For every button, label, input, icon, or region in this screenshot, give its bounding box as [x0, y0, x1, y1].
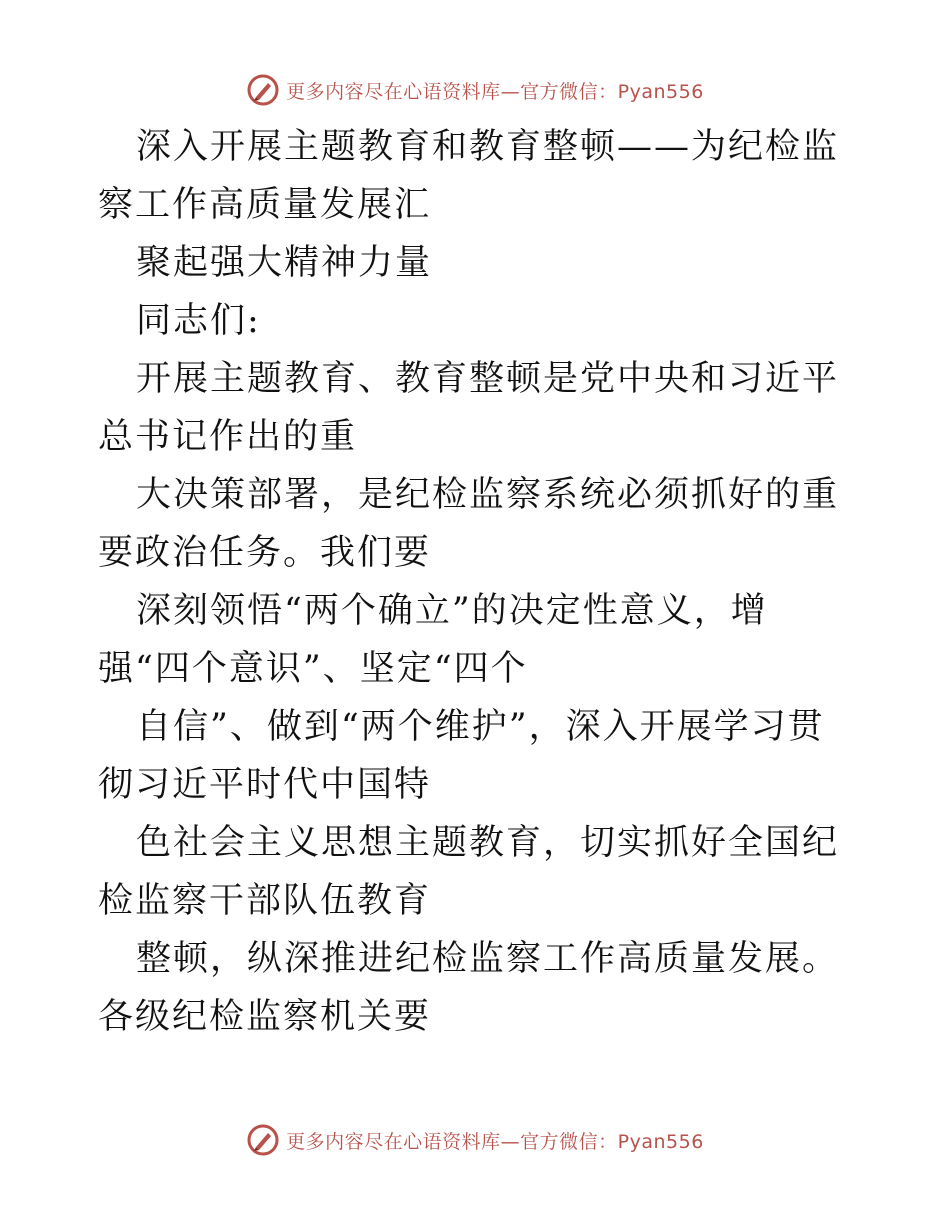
document-paragraph: 开展主题教育、教育整顿是党中央和习近平总书记作出的重 [98, 359, 840, 457]
document-paragraph: 聚起强大精神力量 [136, 243, 433, 283]
pen-logo-icon [246, 73, 280, 107]
footer-banner [0, 1120, 950, 1160]
document-body [98, 118, 858, 1046]
document-paragraph: 色社会主义思想主题教育，切实抓好全国纪检监察干部队伍教育 [98, 823, 840, 921]
header-banner [0, 70, 950, 110]
document-paragraph: 深刻领悟“两个确立”的决定性意义，增强“四个意识”、坚定“四个 [98, 591, 768, 689]
document-paragraph: 深入开展主题教育和教育整顿——为纪检监察工作高质量发展汇 [98, 127, 840, 225]
document-paragraph: 同志们: [136, 301, 261, 341]
header-banner-text: 更多内容尽在心语资料库—官方微信：Pyan556 [286, 80, 704, 103]
footer-banner-text: 更多内容尽在心语资料库—官方微信：Pyan556 [286, 1130, 704, 1153]
document-paragraph: 大决策部署，是纪检监察系统必须抓好的重要政治任务。我们要 [98, 475, 840, 573]
document-paragraph: 整顿，纵深推进纪检监察工作高质量发展。各级纪检监察机关要 [98, 939, 840, 1037]
pen-logo-icon [246, 1123, 280, 1157]
document-paragraph: 自信”、做到“两个维护”，深入开展学习贯彻习近平时代中国特 [98, 707, 825, 805]
